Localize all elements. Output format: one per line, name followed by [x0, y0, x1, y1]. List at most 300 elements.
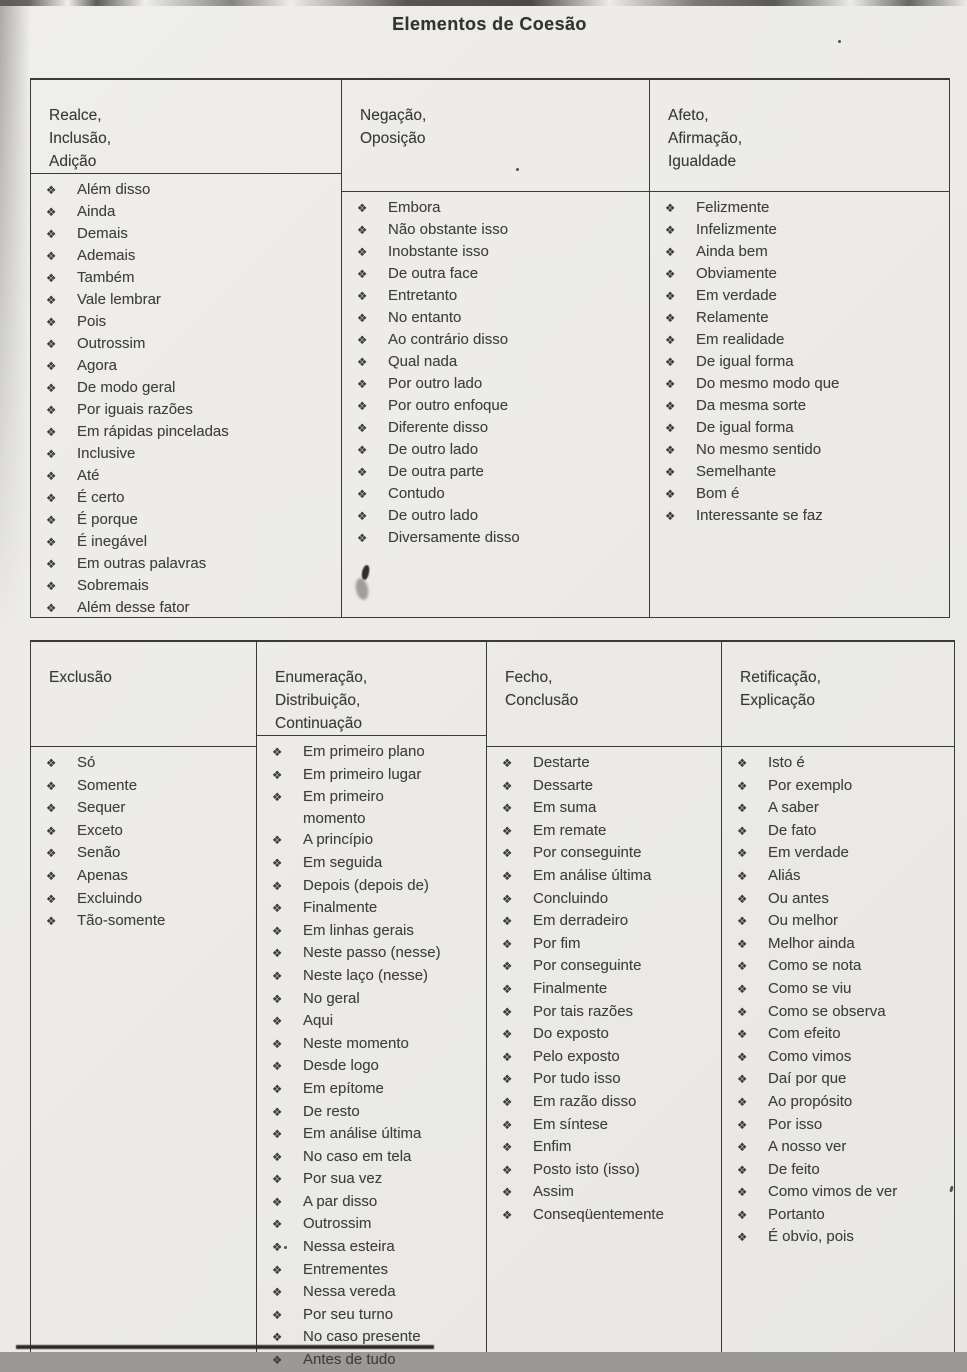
- diamond-bullet-icon: ❖: [665, 443, 676, 457]
- diamond-bullet-icon: ❖: [46, 491, 57, 505]
- diamond-bullet-icon: ❖: [46, 557, 57, 571]
- item-text: De feito: [768, 1160, 820, 1178]
- item-text: Agora: [77, 357, 118, 374]
- scan-artifact-top-edge: [0, 0, 967, 6]
- item-text: Ou melhor: [768, 912, 839, 930]
- list-item: [46, 752, 254, 775]
- diamond-bullet-icon: ❖: [502, 981, 513, 996]
- list-item: [737, 797, 952, 820]
- diamond-bullet-icon: ❖: [272, 1285, 283, 1300]
- list-item: [46, 289, 339, 311]
- item-text: Por seu turno: [303, 1305, 394, 1323]
- list-item: [272, 897, 484, 920]
- item-text: Sequer: [77, 799, 126, 817]
- diamond-bullet-icon: ❖: [737, 1072, 748, 1087]
- item-text: Em suma: [533, 799, 597, 817]
- diamond-bullet-icon: ❖: [502, 1049, 513, 1064]
- column-header-line: Igualdade: [668, 153, 737, 170]
- list-item: [272, 1033, 484, 1056]
- item-text: De igual forma: [696, 419, 794, 436]
- list-item: [46, 553, 339, 575]
- list-item: [737, 1204, 952, 1227]
- diamond-bullet-icon: ❖: [502, 1027, 513, 1042]
- column-item-list: [31, 747, 256, 1352]
- list-item: [272, 1349, 484, 1372]
- item-text: Ao contrário disso: [388, 331, 509, 348]
- item-text: É inegável: [77, 533, 148, 550]
- list-item: [357, 285, 647, 307]
- diamond-bullet-icon: ❖: [502, 936, 513, 951]
- column-item-list: [257, 736, 486, 1372]
- diamond-bullet-icon: ❖: [502, 756, 513, 770]
- list-item: [665, 373, 947, 395]
- item-text: Ao propósito: [768, 1092, 853, 1110]
- diamond-bullet-icon: ❖: [502, 914, 513, 929]
- diamond-bullet-icon: ❖: [665, 333, 676, 347]
- list-item: [502, 910, 719, 933]
- diamond-bullet-icon: ❖: [357, 201, 368, 215]
- list-item: [665, 197, 947, 219]
- list-item: [502, 1204, 719, 1227]
- list-item: [737, 865, 952, 888]
- diamond-bullet-icon: ❖: [272, 1014, 283, 1029]
- item-text: Aliás: [768, 866, 801, 884]
- item-text: Só: [77, 754, 96, 771]
- diamond-bullet-icon: ❖: [357, 487, 368, 501]
- diamond-bullet-icon: ❖: [502, 1185, 513, 1200]
- item-text: Em derradeiro: [533, 912, 629, 930]
- list-item: [357, 461, 647, 483]
- column-header: [342, 80, 649, 192]
- list-item: [665, 461, 947, 483]
- item-text: Como se observa: [768, 1002, 886, 1020]
- list-item: [272, 1213, 484, 1236]
- list-item: [272, 875, 484, 898]
- list-item: [665, 505, 947, 527]
- diamond-bullet-icon: ❖: [737, 1185, 748, 1200]
- diamond-bullet-icon: ❖: [502, 1072, 513, 1087]
- item-text: Diversamente disso: [388, 529, 520, 546]
- item-text: Até: [77, 467, 100, 484]
- list-item: [272, 829, 484, 852]
- list-item: [357, 527, 647, 549]
- item-text: Em realidade: [696, 331, 785, 348]
- item-text: Posto isto (isso): [533, 1160, 640, 1178]
- item-text: Nessa esteira: [303, 1238, 395, 1256]
- column-header: [257, 642, 486, 736]
- list-item: [502, 1068, 719, 1091]
- item-text: Obviamente: [696, 265, 777, 282]
- column-header-line: Continuação: [275, 715, 363, 732]
- item-text: Enfim: [533, 1138, 572, 1156]
- scan-artifact-speck: [284, 1246, 287, 1249]
- item-text: Pois: [77, 313, 107, 330]
- column-header-line: Enumeração,: [275, 669, 368, 686]
- list-item: [502, 955, 719, 978]
- column-item-list: [722, 747, 954, 1352]
- item-text: Da mesma sorte: [696, 397, 807, 414]
- item-text: Por fim: [533, 934, 581, 952]
- column-header-line: Realce,: [49, 107, 102, 124]
- diamond-bullet-icon: ❖: [46, 846, 57, 861]
- item-text: No entanto: [388, 309, 462, 326]
- item-text: Por sua vez: [303, 1170, 383, 1188]
- item-text: Somente: [77, 776, 138, 794]
- diamond-bullet-icon: ❖: [357, 399, 368, 413]
- item-text: Depois (depois de): [303, 876, 429, 894]
- list-item: [502, 797, 719, 820]
- diamond-bullet-icon: ❖: [502, 868, 513, 883]
- diamond-bullet-icon: ❖: [46, 381, 57, 395]
- diamond-bullet-icon: ❖: [737, 914, 748, 929]
- diamond-bullet-icon: ❖: [272, 1262, 283, 1277]
- list-item: [46, 820, 254, 843]
- list-item: [502, 775, 719, 798]
- diamond-bullet-icon: ❖: [272, 901, 283, 916]
- list-item: [46, 333, 339, 355]
- list-item: [272, 852, 484, 875]
- diamond-bullet-icon: ❖: [737, 1117, 748, 1132]
- item-text: Como se viu: [768, 979, 852, 997]
- item-text: Dessarte: [533, 776, 594, 794]
- diamond-bullet-icon: ❖: [502, 1117, 513, 1132]
- scan-artifact-bottom-cut-border: [16, 1345, 434, 1349]
- table2-column-0: [31, 642, 256, 1352]
- diamond-bullet-icon: ❖: [737, 1094, 748, 1109]
- item-text: Relamente: [696, 309, 769, 326]
- table2-column-2: [486, 642, 721, 1352]
- list-item: [272, 1168, 484, 1191]
- item-text: Desde logo: [303, 1057, 379, 1075]
- item-text: Exceto: [77, 821, 123, 839]
- item-text: No geral: [303, 989, 360, 1007]
- table1-column-0: [31, 80, 341, 617]
- list-item: [737, 1023, 952, 1046]
- diamond-bullet-icon: ❖: [46, 359, 57, 373]
- item-text: Por conseguinte: [533, 957, 642, 975]
- list-item: [272, 920, 484, 943]
- list-item: [357, 439, 647, 461]
- diamond-bullet-icon: ❖: [737, 846, 748, 861]
- diamond-bullet-icon: ❖: [737, 1207, 748, 1222]
- item-text: Ainda: [77, 203, 116, 220]
- list-item: [737, 888, 952, 911]
- item-text: Como se nota: [768, 957, 862, 975]
- item-text: Por tudo isso: [533, 1070, 621, 1088]
- diamond-bullet-icon: ❖: [357, 267, 368, 281]
- list-item: [502, 1159, 719, 1182]
- item-text: Tão-somente: [77, 912, 166, 930]
- item-text: Além disso: [77, 181, 151, 198]
- item-text: Interessante se faz: [696, 507, 823, 524]
- list-item: [502, 1091, 719, 1114]
- list-item: [272, 1236, 484, 1259]
- list-item: [737, 955, 952, 978]
- item-text: Vale lembrar: [77, 291, 161, 308]
- item-text: De outro lado: [388, 507, 479, 524]
- diamond-bullet-icon: ❖: [502, 1094, 513, 1109]
- item-text: Por isso: [768, 1115, 823, 1133]
- item-text: Infelizmente: [696, 221, 777, 238]
- column-header-line: Afeto,: [668, 107, 709, 124]
- item-text: Daí por que: [768, 1070, 847, 1088]
- item-text: Embora: [388, 199, 441, 216]
- diamond-bullet-icon: ❖: [46, 447, 57, 461]
- diamond-bullet-icon: ❖: [502, 1140, 513, 1155]
- diamond-bullet-icon: ❖: [502, 891, 513, 906]
- list-item: [46, 223, 339, 245]
- item-text: Por tais razões: [533, 1002, 634, 1020]
- item-text: De outra parte: [388, 463, 484, 480]
- diamond-bullet-icon: ❖: [357, 311, 368, 325]
- item-text: Destarte: [533, 754, 590, 771]
- diamond-bullet-icon: ❖: [272, 1059, 283, 1074]
- column-header-line: Adição: [49, 153, 97, 170]
- item-text: Neste momento: [303, 1034, 409, 1052]
- diamond-bullet-icon: ❖: [665, 289, 676, 303]
- diamond-bullet-icon: ❖: [665, 421, 676, 435]
- item-text: Assim: [533, 1183, 574, 1201]
- item-text: A par disso: [303, 1192, 378, 1210]
- list-item: [737, 1068, 952, 1091]
- item-text: Ou antes: [768, 889, 829, 907]
- list-item: [357, 351, 647, 373]
- item-text: Como vimos de ver: [768, 1183, 898, 1201]
- diamond-bullet-icon: ❖: [665, 487, 676, 501]
- diamond-bullet-icon: ❖: [272, 745, 283, 759]
- item-text: A saber: [768, 799, 819, 817]
- diamond-bullet-icon: ❖: [737, 778, 748, 793]
- list-item: [502, 820, 719, 843]
- item-text: Em síntese: [533, 1115, 609, 1133]
- list-item: [502, 978, 719, 1001]
- list-item: [502, 1181, 719, 1204]
- item-text: Aqui: [303, 1012, 334, 1030]
- list-item: [46, 465, 339, 487]
- item-text: Demais: [77, 225, 128, 242]
- diamond-bullet-icon: ❖: [502, 778, 513, 793]
- diamond-bullet-icon: ❖: [737, 801, 748, 816]
- diamond-bullet-icon: ❖: [272, 946, 283, 961]
- list-item: [357, 417, 647, 439]
- diamond-bullet-icon: ❖: [46, 337, 57, 351]
- scan-artifact-speck: [516, 168, 519, 171]
- diamond-bullet-icon: ❖: [357, 443, 368, 457]
- list-item: [272, 1259, 484, 1282]
- list-item: [46, 865, 254, 888]
- list-item: [665, 395, 947, 417]
- diamond-bullet-icon: ❖: [46, 601, 57, 615]
- item-text: Por exemplo: [768, 776, 853, 794]
- item-text: Como vimos: [768, 1047, 852, 1065]
- list-item: [46, 597, 339, 619]
- list-item: [272, 988, 484, 1011]
- item-text: De resto: [303, 1102, 360, 1120]
- item-text: Em primeiro plano: [303, 743, 425, 760]
- item-text: Por conseguinte: [533, 844, 642, 862]
- item-text: De fato: [768, 821, 817, 839]
- diamond-bullet-icon: ❖: [665, 509, 676, 523]
- list-item: [737, 1001, 952, 1024]
- diamond-bullet-icon: ❖: [46, 205, 57, 219]
- column-header: [31, 80, 341, 174]
- diamond-bullet-icon: ❖: [272, 991, 283, 1006]
- list-item: [502, 933, 719, 956]
- list-item: [737, 820, 952, 843]
- item-text: Em epítome: [303, 1079, 384, 1097]
- list-item: [737, 1226, 952, 1249]
- list-item: [272, 786, 484, 829]
- item-text: Em linhas gerais: [303, 921, 414, 939]
- list-item: [272, 1191, 484, 1214]
- item-text: Semelhante: [696, 463, 777, 480]
- item-text: De outra face: [388, 265, 479, 282]
- diamond-bullet-icon: ❖: [357, 509, 368, 523]
- list-item: [502, 1136, 719, 1159]
- list-item: [46, 443, 339, 465]
- diamond-bullet-icon: ❖: [737, 981, 748, 996]
- item-text: Em verdade: [768, 844, 849, 862]
- table-elementos-coesao-2: [30, 640, 955, 1369]
- diamond-bullet-icon: ❖: [46, 271, 57, 285]
- column-header: [487, 642, 721, 747]
- list-item: [737, 752, 952, 775]
- item-text: Finalmente: [303, 899, 378, 917]
- item-text: No mesmo sentido: [696, 441, 822, 458]
- table1-column-2: [649, 80, 949, 617]
- diamond-bullet-icon: ❖: [665, 377, 676, 391]
- list-item: [46, 267, 339, 289]
- list-item: [502, 752, 719, 775]
- list-item: [46, 421, 339, 443]
- diamond-bullet-icon: ❖: [272, 833, 283, 848]
- list-item: [737, 1136, 952, 1159]
- diamond-bullet-icon: ❖: [665, 311, 676, 325]
- list-item: [357, 395, 647, 417]
- list-item: [737, 1046, 952, 1069]
- item-text: Em primeiro lugar: [303, 765, 422, 783]
- diamond-bullet-icon: ❖: [272, 1217, 283, 1232]
- list-item: [46, 377, 339, 399]
- diamond-bullet-icon: ❖: [737, 823, 748, 838]
- item-text: Em razão disso: [533, 1092, 637, 1110]
- item-text: É obvio, pois: [768, 1228, 854, 1246]
- diamond-bullet-icon: ❖: [46, 756, 57, 770]
- list-item: [46, 509, 339, 531]
- item-text: Em rápidas pinceladas: [77, 423, 229, 440]
- diamond-bullet-icon: ❖: [357, 377, 368, 391]
- list-item: [272, 1078, 484, 1101]
- item-text: No caso presente: [303, 1328, 421, 1346]
- diamond-bullet-icon: ❖: [737, 1027, 748, 1042]
- list-item: [737, 1159, 952, 1182]
- list-item: [272, 1123, 484, 1146]
- list-item: [737, 933, 952, 956]
- list-item: [357, 197, 647, 219]
- diamond-bullet-icon: ❖: [272, 1172, 283, 1187]
- column-header: [722, 642, 954, 747]
- item-text: Em análise última: [533, 866, 652, 884]
- item-text: Inclusive: [77, 445, 136, 462]
- diamond-bullet-icon: ❖: [272, 767, 283, 782]
- list-item: [737, 978, 952, 1001]
- list-item: [357, 307, 647, 329]
- diamond-bullet-icon: ❖: [46, 227, 57, 241]
- diamond-bullet-icon: ❖: [665, 465, 676, 479]
- diamond-bullet-icon: ❖: [46, 513, 57, 527]
- scan-artifact-left-shadow: [0, 0, 30, 640]
- diamond-bullet-icon: ❖: [737, 756, 748, 770]
- column-header-line: Afirmação,: [668, 130, 743, 147]
- item-text: Conseqüentemente: [533, 1205, 664, 1223]
- item-text: Em outras palavras: [77, 555, 207, 572]
- list-item: [357, 241, 647, 263]
- diamond-bullet-icon: ❖: [665, 399, 676, 413]
- list-item: [272, 1101, 484, 1124]
- list-item: [665, 263, 947, 285]
- diamond-bullet-icon: ❖: [272, 1307, 283, 1322]
- item-text: Neste passo (nesse): [303, 944, 441, 962]
- column-header: [650, 80, 949, 192]
- diamond-bullet-icon: ❖: [737, 868, 748, 883]
- item-text: Bom é: [696, 485, 740, 502]
- diamond-bullet-icon: ❖: [357, 223, 368, 237]
- diamond-bullet-icon: ❖: [46, 403, 57, 417]
- diamond-bullet-icon: ❖: [46, 535, 57, 549]
- list-item: [46, 797, 254, 820]
- diamond-bullet-icon: ❖: [272, 1036, 283, 1051]
- item-text: Por outro enfoque: [388, 397, 509, 414]
- item-text: Com efeito: [768, 1025, 841, 1043]
- diamond-bullet-icon: ❖: [737, 1162, 748, 1177]
- diamond-bullet-icon: ❖: [502, 801, 513, 816]
- list-item: [46, 311, 339, 333]
- diamond-bullet-icon: ❖: [272, 855, 283, 870]
- item-text: Além desse fator: [77, 599, 190, 616]
- diamond-bullet-icon: ❖: [272, 790, 283, 805]
- list-item: [665, 417, 947, 439]
- list-item: [502, 1046, 719, 1069]
- column-header: [31, 642, 256, 747]
- diamond-bullet-icon: ❖: [46, 778, 57, 793]
- diamond-bullet-icon: ❖: [46, 293, 57, 307]
- list-item: [665, 307, 947, 329]
- item-text: Portanto: [768, 1205, 825, 1223]
- item-text: Qual nada: [388, 353, 458, 370]
- diamond-bullet-icon: ❖: [737, 1230, 748, 1245]
- item-text: Melhor ainda: [768, 934, 855, 952]
- table1-column-1: [341, 80, 649, 617]
- list-item: [502, 888, 719, 911]
- diamond-bullet-icon: ❖: [357, 531, 368, 545]
- diamond-bullet-icon: ❖: [272, 1240, 283, 1255]
- item-text: Contudo: [388, 485, 445, 502]
- column-header-line: Exclusão: [49, 669, 112, 686]
- diamond-bullet-icon: ❖: [272, 1127, 283, 1142]
- diamond-bullet-icon: ❖: [46, 914, 57, 929]
- item-text: Ainda bem: [696, 243, 768, 260]
- item-text: Do exposto: [533, 1025, 609, 1043]
- list-item: [665, 329, 947, 351]
- column-item-list: [487, 747, 721, 1352]
- list-item: [357, 373, 647, 395]
- item-text: Do mesmo modo que: [696, 375, 840, 392]
- item-text: É certo: [77, 489, 125, 506]
- list-item: [357, 219, 647, 241]
- item-text: Em primeiro momento: [303, 788, 384, 827]
- table-elementos-coesao-1: [30, 78, 950, 618]
- list-item: [502, 1114, 719, 1137]
